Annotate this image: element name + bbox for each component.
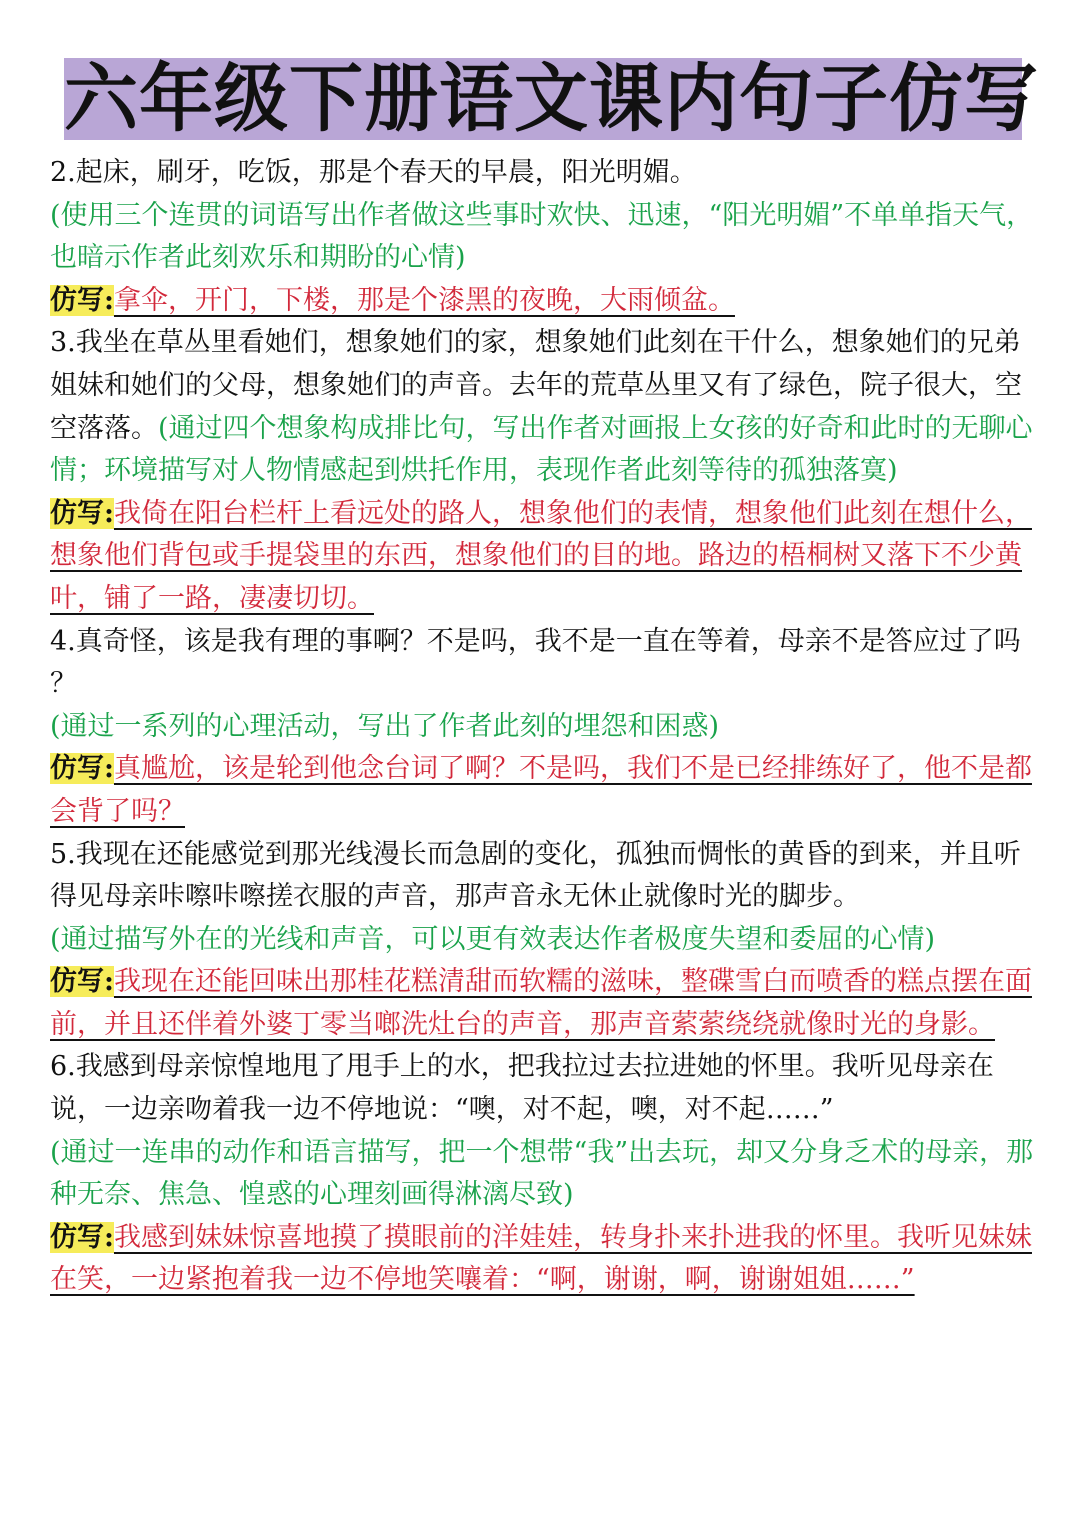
item-3-imitation <box>50 493 1035 621</box>
item-3-note: (通过四个想象构成排比句，写出作者对画报上女孩的好奇和此时的无聊心情；环境描写对人物情感起到烘托作用，表现作者此刻等待的孤独落寞) <box>50 412 1033 487</box>
imitation-label: 仿写: <box>50 753 114 785</box>
item-6-sentence: 6.我感到母亲惊惶地甩了甩手上的水，把我拉过去拉进她的怀里。我听见母亲在说，一边亲吻着我一边不停地说：“噢，对不起，噢，对不起……” <box>50 1051 994 1126</box>
imitation-label: 仿写: <box>50 966 114 998</box>
item-2 <box>50 152 1035 322</box>
item-4-imitation <box>50 748 1035 833</box>
title-banner <box>64 56 1039 142</box>
item-4-note: (通过一系列的心理活动，写出了作者此刻的埋怨和困惑) <box>50 710 720 742</box>
imitation-text: 我现在还能回味出那桂花糕清甜而软糯的滋味，整碟雪白而喷香的糕点摆在面前，并且还伴着外婆丁零当啷洗灶台的声音，那声音萦萦绕绕就像时光的身影。 <box>50 966 1032 1040</box>
imitation-label: 仿写: <box>50 284 114 316</box>
imitation-text: 拿伞，开门，下楼，那是个漆黑的夜晚，大雨倾盆。 <box>113 284 735 316</box>
item-2-sentence: 2.起床，刷牙，吃饭，那是个春天的早晨，阳光明媚。 <box>50 157 697 188</box>
imitation-text: 我倚在阳台栏杆上看远处的路人，想象他们的表情，想象他们此刻在想什么，想象他们背包或手提袋里的东西，想象他们的目的地。路边的梧桐树又落下不少黄叶，铺了一路，凄凄切切。 <box>50 497 1032 614</box>
imitation-label: 仿写: <box>50 497 114 529</box>
item-5-imitation <box>50 961 1035 1046</box>
content-area <box>50 152 1035 1302</box>
item-3-paragraph <box>50 322 1035 492</box>
item-3 <box>50 322 1035 620</box>
item-4 <box>50 621 1035 834</box>
item-5-sentence: 5.我现在还能感觉到那光线漫长而急剧的变化，孤独而惆怅的黄昏的到来，并且听得见母亲咔嚓咔嚓搓衣服的声音，那声音永无休止就像时光的脚步。 <box>50 838 1021 913</box>
item-6-note: (通过一连串的动作和语言描写，把一个想带“我”出去玩，却又分身乏术的母亲，那种无奈、焦急、惶惑的心理刻画得淋漓尽致) <box>50 1136 1034 1211</box>
item-4-sentence: 4.真奇怪，该是我有理的事啊？不是吗，我不是一直在等着，母亲不是答应过了吗 ？ <box>50 625 1021 700</box>
item-5 <box>50 834 1035 1047</box>
imitation-label: 仿写: <box>50 1221 114 1253</box>
item-3-sentence: 3.我坐在草丛里看她们，想象她们的家，想象她们此刻在干什么，想象她们的兄弟姐妹和她们的父母，想象她们的声音。去年的荒草丛里又有了绿色，院子很大，空空落落。 <box>50 327 1022 444</box>
item-2-imitation <box>50 280 1035 323</box>
item-5-note: (通过描写外在的光线和声音，可以更有效表达作者极度失望和委屈的心情) <box>50 923 936 955</box>
item-6 <box>50 1046 1035 1302</box>
imitation-text: 我感到妹妹惊喜地摸了摸眼前的洋娃娃，转身扑来扑进我的怀里。我听见妹妹在笑，一边紧抱着我一边不停地笑嚷着：“啊，谢谢，啊，谢谢姐姐……” <box>50 1221 1032 1296</box>
page-title: 六年级下册语文课内句子仿写 <box>64 56 1039 142</box>
item-6-imitation <box>50 1217 1035 1302</box>
item-2-note: (使用三个连贯的词语写出作者做这些事时欢快、迅速，“阳光明媚”不单单指天气，也暗示作者此刻欢乐和期盼的心情) <box>50 199 1034 274</box>
imitation-text: 真尴尬，该是轮到他念台词了啊？不是吗，我们不是已经排练好了，他不是都会背了吗？ <box>50 753 1032 827</box>
